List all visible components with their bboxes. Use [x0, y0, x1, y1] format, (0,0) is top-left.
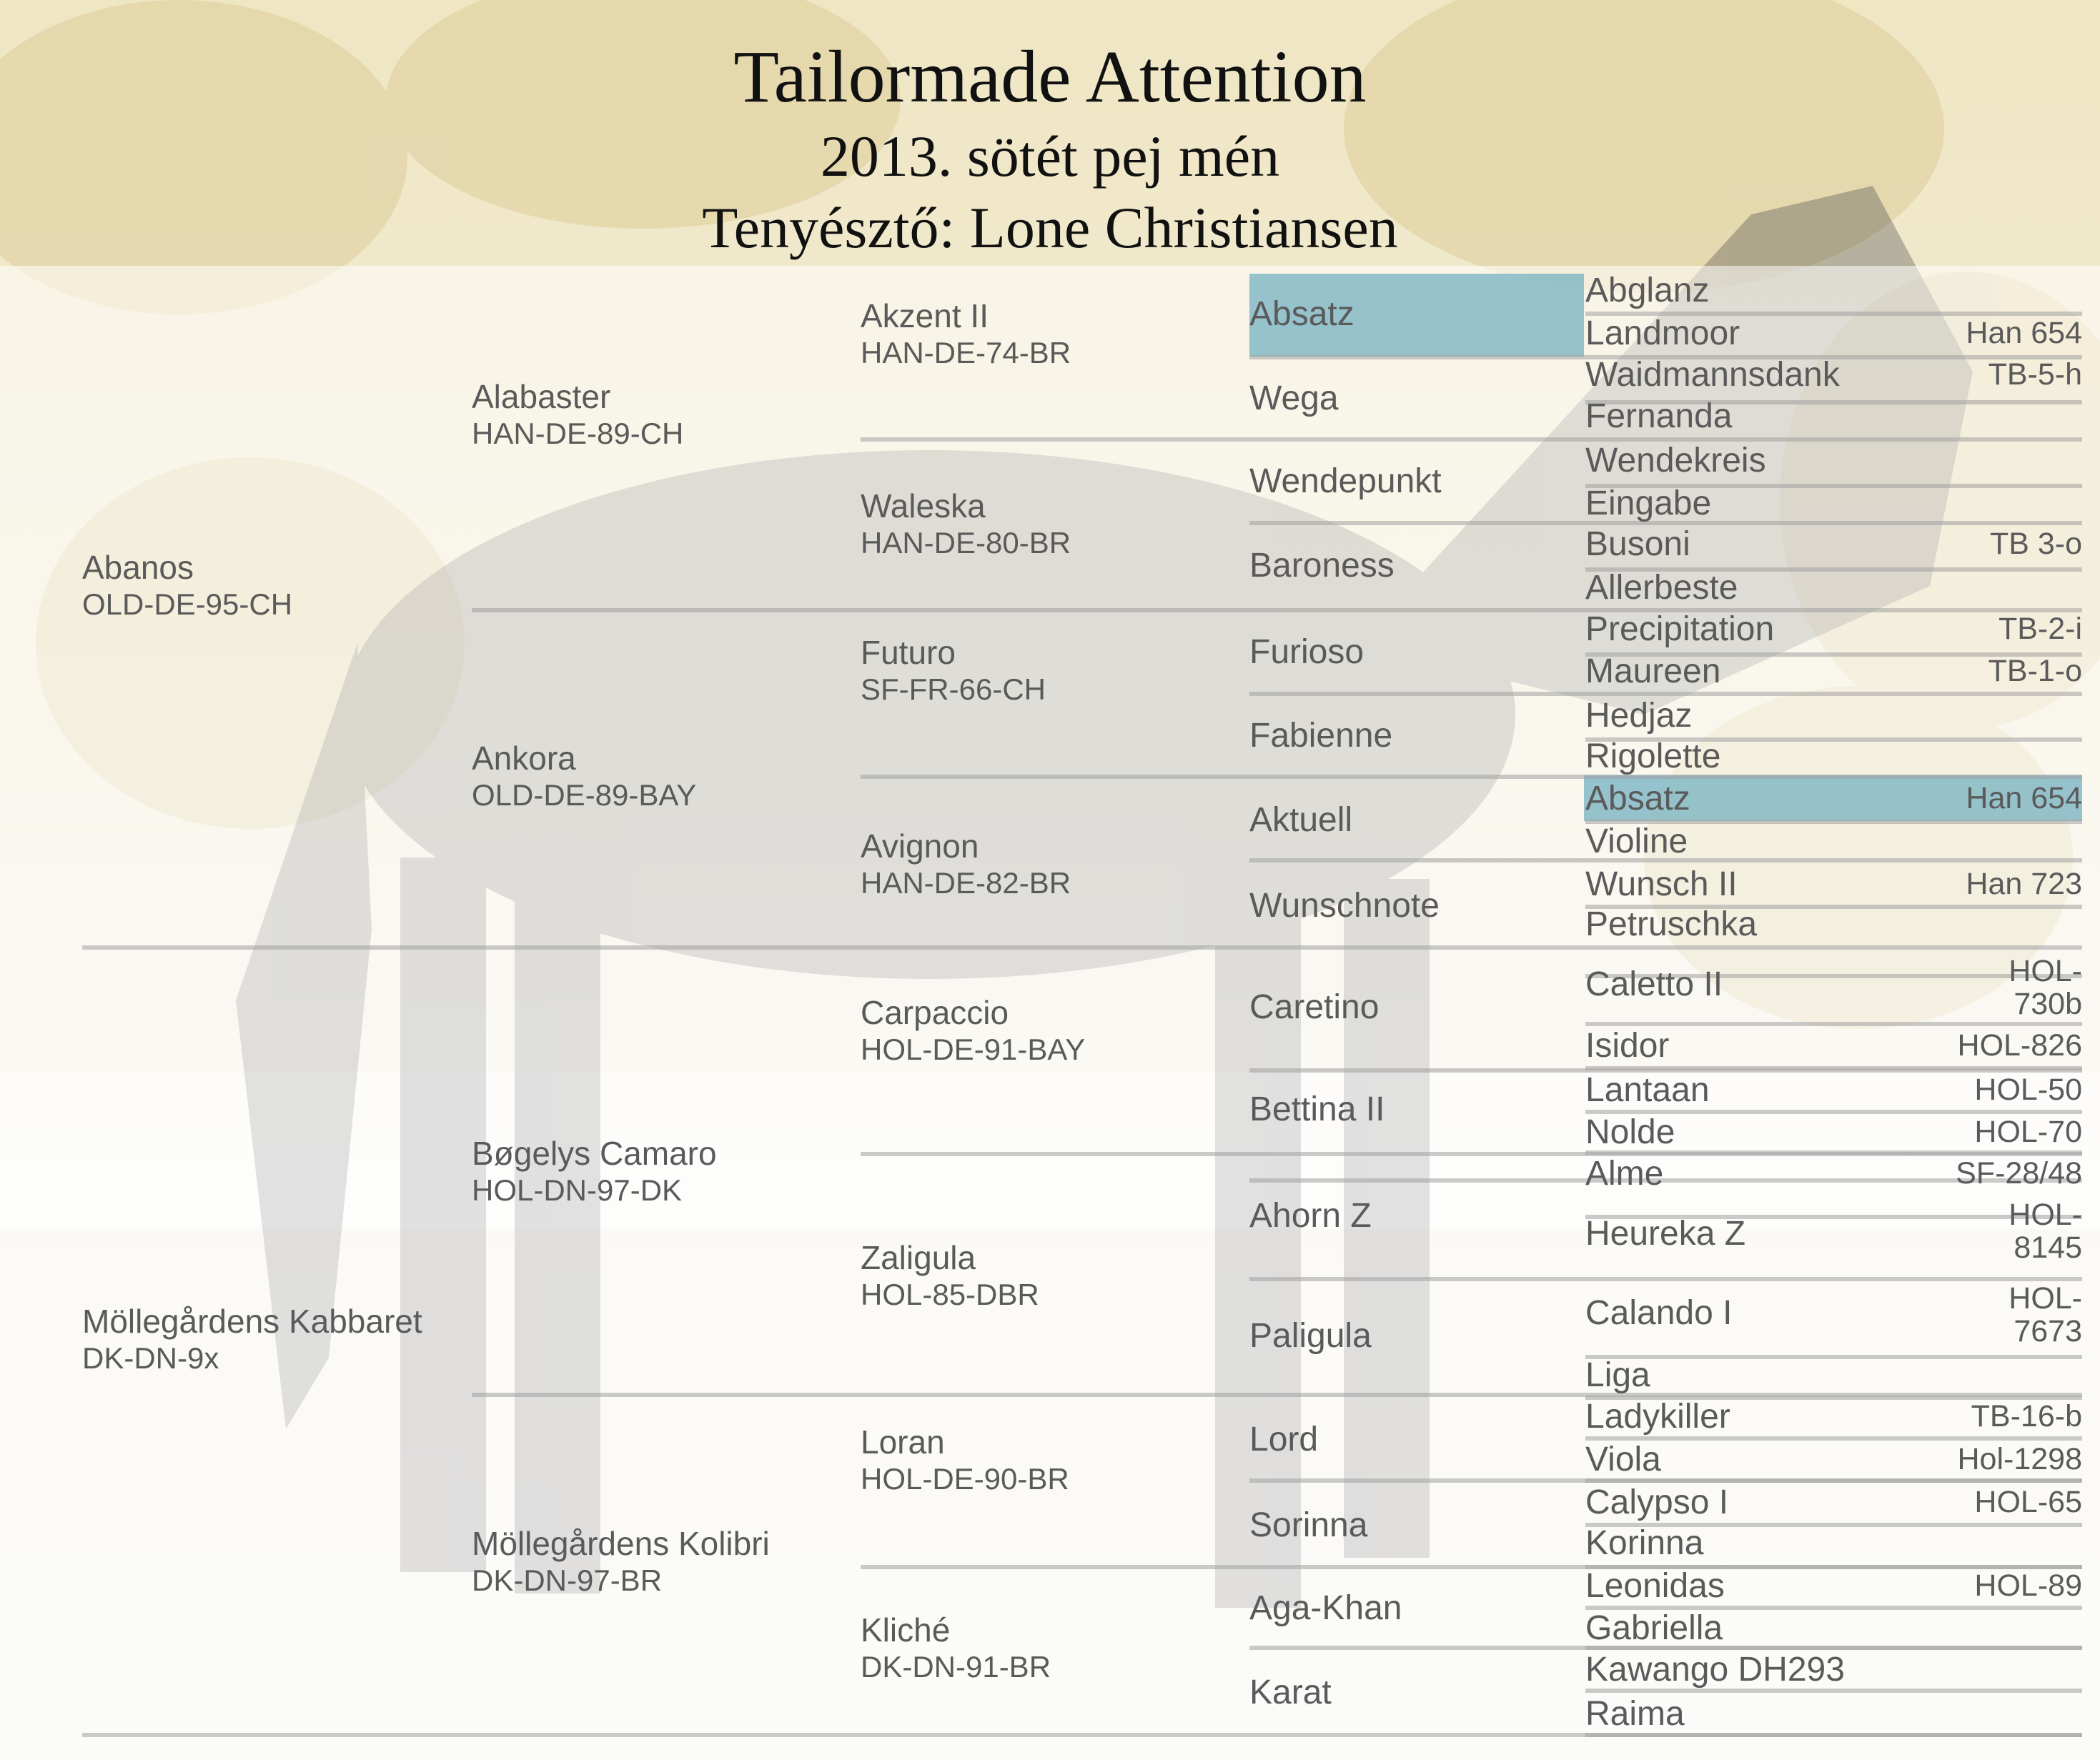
- gen4-name: Caretino: [1249, 988, 1380, 1026]
- gen2-reg: HAN-DE-89-CH: [472, 417, 684, 450]
- gen2-cell: [472, 377, 683, 452]
- gen5-reg: TB-5-h: [1988, 357, 2082, 392]
- gen2-cell: [472, 1524, 770, 1599]
- gen2-reg: HOL-DN-97-DK: [472, 1173, 683, 1207]
- gen3-cell: [861, 487, 1071, 561]
- gen2-cell: [472, 1134, 717, 1208]
- gen5-name: Calando I: [1585, 1294, 1733, 1332]
- gen5-reg: HOL-70: [1974, 1115, 2082, 1149]
- gen2-name: Alabaster: [472, 378, 611, 415]
- gen5-name: Abglanz: [1585, 272, 1710, 309]
- gen2-name: Möllegårdens Kolibri: [472, 1525, 770, 1562]
- gen3-cell: [861, 1238, 1039, 1313]
- gen5-name: Wunsch II: [1585, 865, 1738, 903]
- gen3-name: Akzent II: [861, 297, 989, 334]
- gen2-name: Bøgelys Camaro: [472, 1135, 717, 1172]
- gen4-name: Lord: [1249, 1421, 1319, 1458]
- gen5-reg: Han 654: [1966, 781, 2082, 815]
- gen5-reg: TB-16-b: [1971, 1399, 2082, 1433]
- gen5-name: Absatz: [1585, 780, 1690, 817]
- gen3-name: Carpaccio: [861, 994, 1009, 1031]
- gen5-name: Alme: [1585, 1155, 1664, 1193]
- gen3-cell: [861, 1423, 1069, 1497]
- gen3-reg: HOL-DE-91-BAY: [861, 1033, 1086, 1066]
- gen5-name: Liga: [1585, 1356, 1650, 1394]
- gen4-name: Karat: [1249, 1674, 1332, 1711]
- gen4-name: Absatz: [1249, 295, 1354, 333]
- gen3-name: Avignon: [861, 827, 979, 865]
- gen5-reg: HOL- 8145: [2009, 1198, 2082, 1265]
- gen3-cell: [861, 297, 1071, 371]
- subtitle-birth: 2013. sötét pej mén: [820, 124, 1280, 189]
- gen3-cell: [861, 633, 1046, 707]
- dam-cell: [82, 1302, 422, 1376]
- gen5-name: Caletto II: [1585, 965, 1723, 1003]
- gen5-name: Precipitation: [1585, 610, 1775, 648]
- gen5-reg: Han 723: [1966, 867, 2082, 901]
- dam-reg: DK-DN-9x: [82, 1341, 219, 1375]
- gen5-name: Ladykiller: [1585, 1398, 1730, 1436]
- gen3-reg: HOL-85-DBR: [861, 1278, 1039, 1311]
- gen5-reg: HOL-65: [1974, 1485, 2082, 1519]
- gen4-name: Aga-Khan: [1249, 1589, 1402, 1627]
- sire-cell: [82, 548, 292, 622]
- sire-reg: OLD-DE-95-CH: [82, 587, 293, 621]
- gen5-name: Maureen: [1585, 652, 1721, 690]
- gen3-reg: HAN-DE-74-BR: [861, 336, 1071, 369]
- gen3-cell: [861, 993, 1085, 1068]
- gen4-name: Wendepunkt: [1249, 462, 1442, 500]
- gen5-name: Eingabe: [1585, 484, 1712, 522]
- gen5-name: Heureka Z: [1585, 1215, 1746, 1253]
- gen4-name: Paligula: [1249, 1317, 1372, 1355]
- gen5-name: Rigolette: [1585, 737, 1721, 775]
- gen5-name: Busoni: [1585, 525, 1690, 563]
- row-divider: [1585, 1355, 2082, 1359]
- gen4-name: Furioso: [1249, 633, 1364, 671]
- gen3-name: Loran: [861, 1423, 945, 1461]
- gen5-name: Viola: [1585, 1441, 1661, 1478]
- dam-name: Möllegårdens Kabbaret: [82, 1303, 422, 1340]
- gen5-name: Calypso I: [1585, 1483, 1729, 1521]
- gen5-name: Petruschka: [1585, 905, 1758, 943]
- gen3-cell: [861, 1611, 1051, 1685]
- gen5-name: Violine: [1585, 822, 1688, 860]
- gen2-reg: OLD-DE-89-BAY: [472, 778, 697, 812]
- gen4-name: Bettina II: [1249, 1090, 1385, 1128]
- gen5-name: Nolde: [1585, 1113, 1675, 1151]
- gen4-name: Ahorn Z: [1249, 1197, 1372, 1235]
- gen5-reg: HOL-826: [1957, 1028, 2082, 1063]
- sire-name: Abanos: [82, 549, 194, 586]
- gen5-name: Korinna: [1585, 1524, 1704, 1562]
- gen5-name: Landmoor: [1585, 314, 1740, 352]
- gen5-reg: HOL- 730b: [2009, 954, 2082, 1021]
- gen5-name: Hedjaz: [1585, 697, 1693, 735]
- row-divider: [82, 945, 2082, 950]
- gen4-name: Wunschnote: [1249, 887, 1440, 925]
- gen3-reg: HAN-DE-80-BR: [861, 526, 1071, 560]
- gen5-name: Raima: [1585, 1695, 1685, 1733]
- gen3-cell: [861, 827, 1071, 901]
- gen3-reg: HOL-DE-90-BR: [861, 1462, 1069, 1496]
- gen5-name: Allerbeste: [1585, 569, 1738, 607]
- gen5-name: Wendekreis: [1585, 442, 1766, 479]
- gen5-reg: Han 654: [1966, 316, 2082, 350]
- gen3-name: Futuro: [861, 634, 956, 671]
- gen5-name: Isidor: [1585, 1027, 1670, 1065]
- row-divider: [861, 775, 2082, 779]
- gen2-reg: DK-DN-97-BR: [472, 1563, 663, 1597]
- gen5-name: Gabriella: [1585, 1609, 1723, 1647]
- gen3-name: Kliché: [861, 1611, 951, 1649]
- gen5-name: Kawango DH293: [1585, 1651, 1845, 1689]
- gen5-reg: SF-28/48: [1956, 1156, 2082, 1190]
- gen3-reg: HAN-DE-82-BR: [861, 866, 1071, 900]
- gen4-name: Baroness: [1249, 547, 1395, 585]
- gen3-reg: DK-DN-91-BR: [861, 1650, 1051, 1684]
- page-title: Tailormade Attention: [733, 36, 1367, 118]
- gen5-name: Fernanda: [1585, 397, 1733, 435]
- gen4-name: Aktuell: [1249, 801, 1353, 839]
- gen2-cell: [472, 739, 696, 813]
- gen5-reg: TB-2-i: [1998, 612, 2082, 646]
- gen5-reg: TB-1-o: [1988, 654, 2082, 688]
- gen4-name: Sorinna: [1249, 1506, 1368, 1544]
- gen2-name: Ankora: [472, 740, 576, 777]
- gen3-name: Waleska: [861, 487, 986, 524]
- gen4-name: Wega: [1249, 379, 1339, 417]
- gen3-name: Zaligula: [861, 1239, 976, 1276]
- row-divider: [861, 437, 2082, 442]
- gen5-name: Waidmannsdank: [1585, 356, 1840, 394]
- subtitle-breeder: Tenyésztő: Lone Christiansen: [702, 195, 1398, 260]
- gen5-reg: Hol-1298: [1957, 1442, 2082, 1476]
- gen5-name: Leonidas: [1585, 1567, 1725, 1605]
- row-divider: [472, 608, 2082, 612]
- gen5-reg: HOL-89: [1974, 1568, 2082, 1603]
- gen5-reg: HOL-50: [1974, 1073, 2082, 1107]
- gen4-name: Fabienne: [1249, 717, 1393, 755]
- gen5-reg: HOL- 7673: [2009, 1281, 2082, 1348]
- row-divider: [1249, 1277, 2082, 1281]
- gen3-reg: SF-FR-66-CH: [861, 672, 1046, 706]
- gen5-name: Lantaan: [1585, 1071, 1710, 1109]
- gen5-reg: TB 3-o: [1989, 527, 2082, 561]
